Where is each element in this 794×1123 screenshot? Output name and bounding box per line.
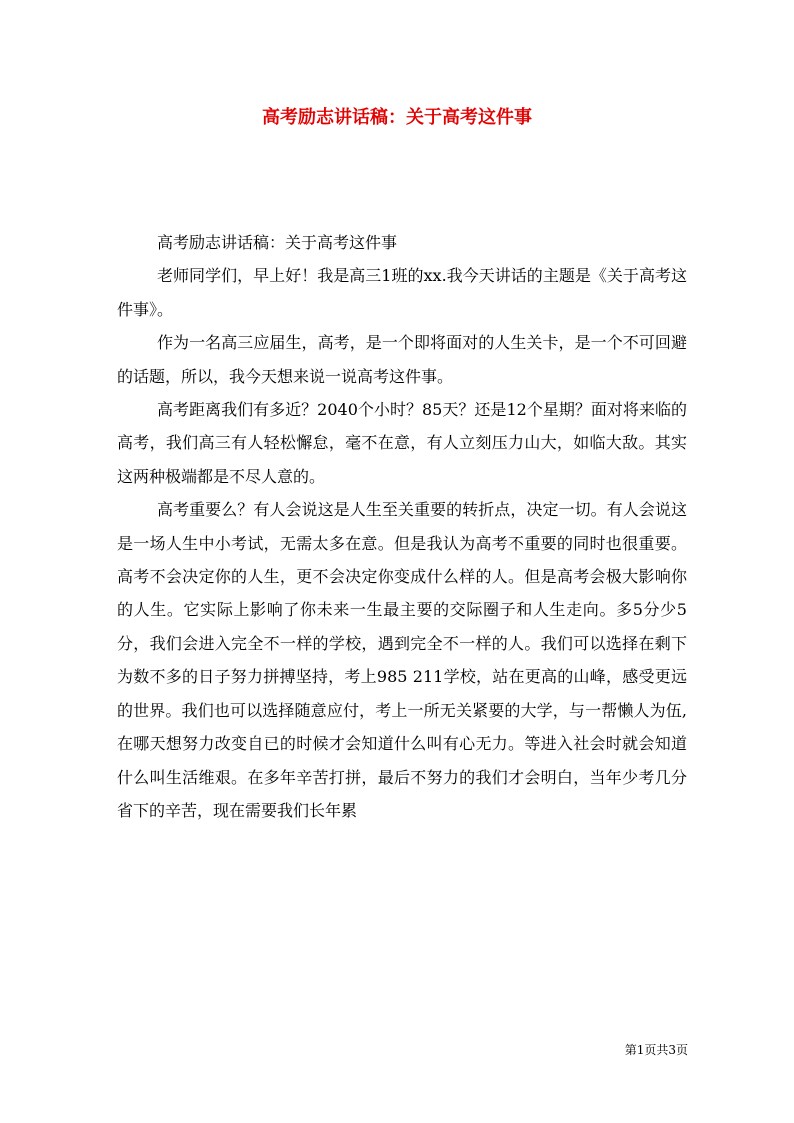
page-number: 第1页共3页 <box>624 1043 688 1057</box>
document-title: 高考励志讲话稿：关于高考这件事 <box>262 107 532 128</box>
document-body <box>117 226 687 827</box>
paragraph-greeting: 老师同学们，早上好！我是高三1班的xx.我今天讲话的主题是《关于高考这件事》。 <box>117 266 687 319</box>
paragraph-countdown: 高考距离我们有多近？2040个小时？85天？还是12个星期？面对将来临的高考，我们高三有人轻松懈怠，毫不在意，有人立刻压力山大，如临大敌。其实这两种极端都是不尽人意的。 <box>117 400 687 486</box>
paragraph-importance: 高考重要么？有人会说这是人生至关重要的转折点，决定一切。有人会说这是一场人生中小考试，无需太多在意。但是我认为高考不重要的同时也很重要。高考不会决定你的人生，更不会决定你变成什么样的人。但是高考会极大影响你的人生。它实际上影响了你未来一生最主要的交际圈子和人生走向。多5分少5分，我们会进入完全不一样的学校，遇到完全不一样的人。我们可以选择在剩下为数不多的日子努力拼搏坚持，考上985 211学校，站在更高的山峰，感受更远的世界。我们也可以选择随意应付，考上一所无关紧要的大学，与一帮懒人为伍,在哪天想努力改变自已的时候才会知道什么叫有心无力。等进入社会时就会知道什么叫生活维艰。在多年辛苦打拼，最后不努力的我们才会明白，当年少考几分省下的辛苦，现在需要我们长年累 <box>117 500 687 820</box>
paragraph-intro: 作为一名高三应届生，高考，是一个即将面对的人生关卡，是一个不可回避的话题，所以，我今天想来说一说高考这件事。 <box>117 333 687 386</box>
paragraph-subtitle: 高考励志讲话稿：关于高考这件事 <box>157 233 398 252</box>
